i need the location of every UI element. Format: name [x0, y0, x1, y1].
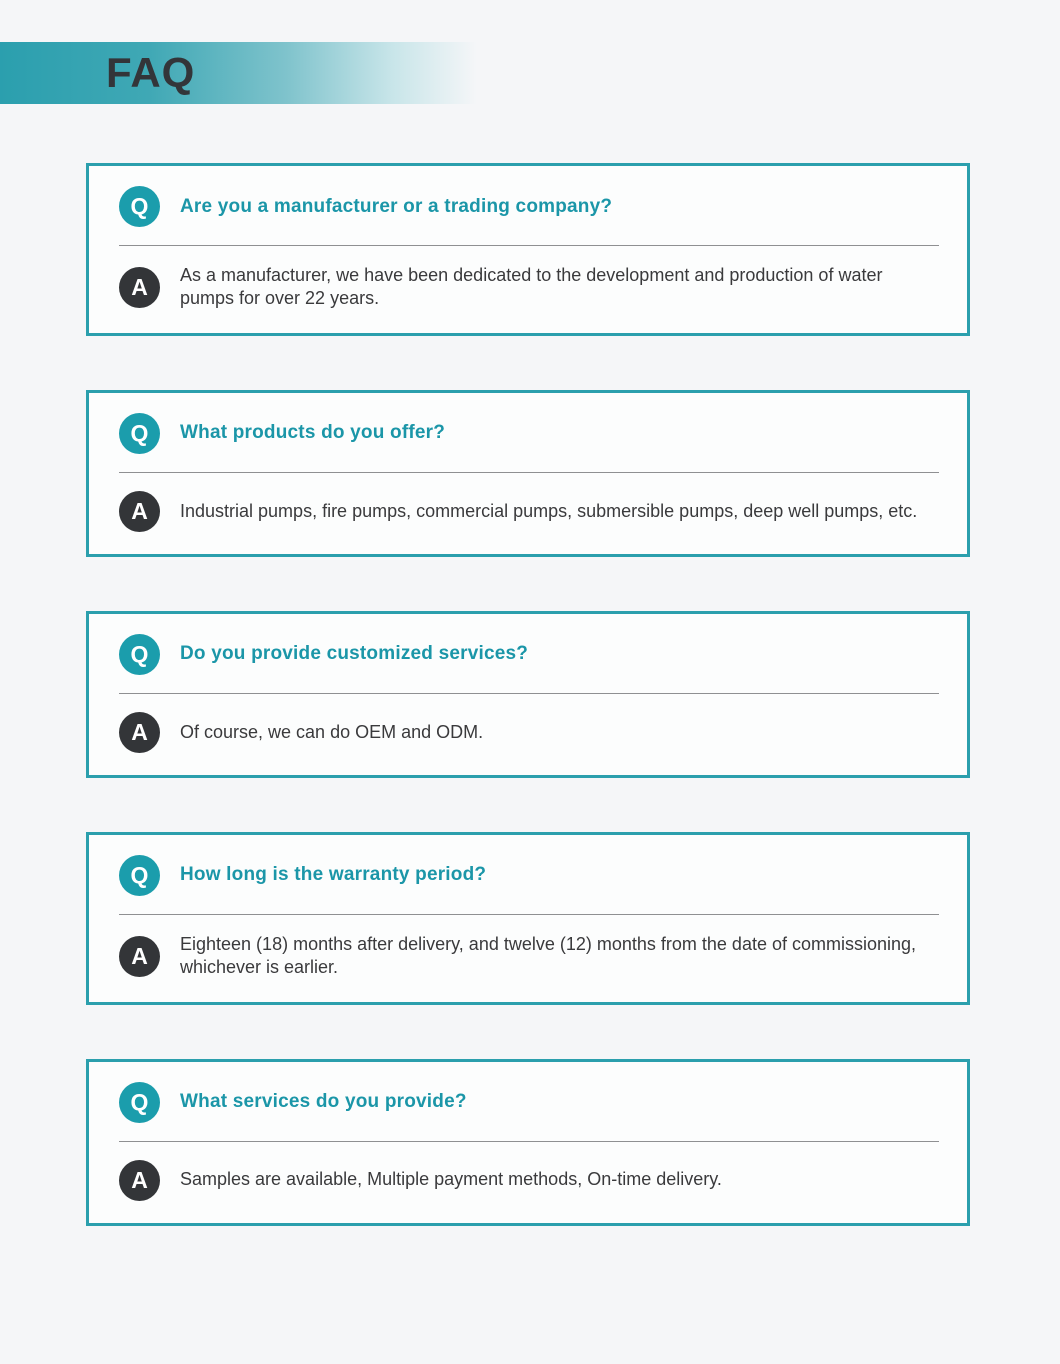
- divider: [119, 693, 939, 694]
- answer-text: Samples are available, Multiple payment methods, On-time delivery.: [180, 1169, 722, 1190]
- faq-card: [86, 390, 970, 557]
- answer-icon: A: [119, 936, 160, 977]
- question-text: What products do you offer?: [180, 422, 446, 444]
- divider: [119, 1141, 939, 1142]
- faq-header-banner: [0, 42, 1060, 104]
- answer-row: [119, 264, 939, 311]
- question-row: [119, 413, 939, 454]
- answer-text: Eighteen (18) months after delivery, and twelve (12) months from the date of commissioning, whichever is earlier.: [180, 933, 917, 978]
- question-row: [119, 186, 939, 227]
- question-text: Do you provide customized services?: [180, 643, 529, 665]
- faq-card: [86, 611, 970, 778]
- question-text: What services do you provide?: [180, 1091, 467, 1113]
- answer-text: Industrial pumps, fire pumps, commercial pumps, submersible pumps, deep well pumps, etc.: [180, 500, 918, 521]
- question-icon: Q: [119, 186, 160, 227]
- question-icon: Q: [119, 634, 160, 675]
- answer-row: [119, 1160, 939, 1201]
- question-icon: Q: [119, 413, 160, 454]
- question-text: Are you a manufacturer or a trading company?: [180, 195, 613, 217]
- page-title: FAQ: [106, 49, 196, 96]
- question-icon: Q: [119, 855, 160, 896]
- answer-row: [119, 712, 939, 753]
- answer-row: [119, 933, 939, 980]
- answer-icon: A: [119, 491, 160, 532]
- question-row: [119, 1082, 939, 1123]
- question-row: [119, 634, 939, 675]
- faq-card: [86, 832, 970, 1005]
- question-text: How long is the warranty period?: [180, 864, 487, 886]
- divider: [119, 914, 939, 915]
- answer-icon: A: [119, 267, 160, 308]
- faq-card: [86, 163, 970, 336]
- question-icon: Q: [119, 1082, 160, 1123]
- divider: [119, 245, 939, 246]
- answer-text: Of course, we can do OEM and ODM.: [180, 721, 484, 742]
- question-row: [119, 855, 939, 896]
- answer-icon: A: [119, 1160, 160, 1201]
- faq-card: [86, 1059, 970, 1226]
- answer-text: As a manufacturer, we have been dedicated to the development and production of water pumps for over 22 years.: [180, 265, 883, 309]
- answer-icon: A: [119, 712, 160, 753]
- faq-list: [86, 163, 970, 1226]
- divider: [119, 472, 939, 473]
- answer-row: [119, 491, 939, 532]
